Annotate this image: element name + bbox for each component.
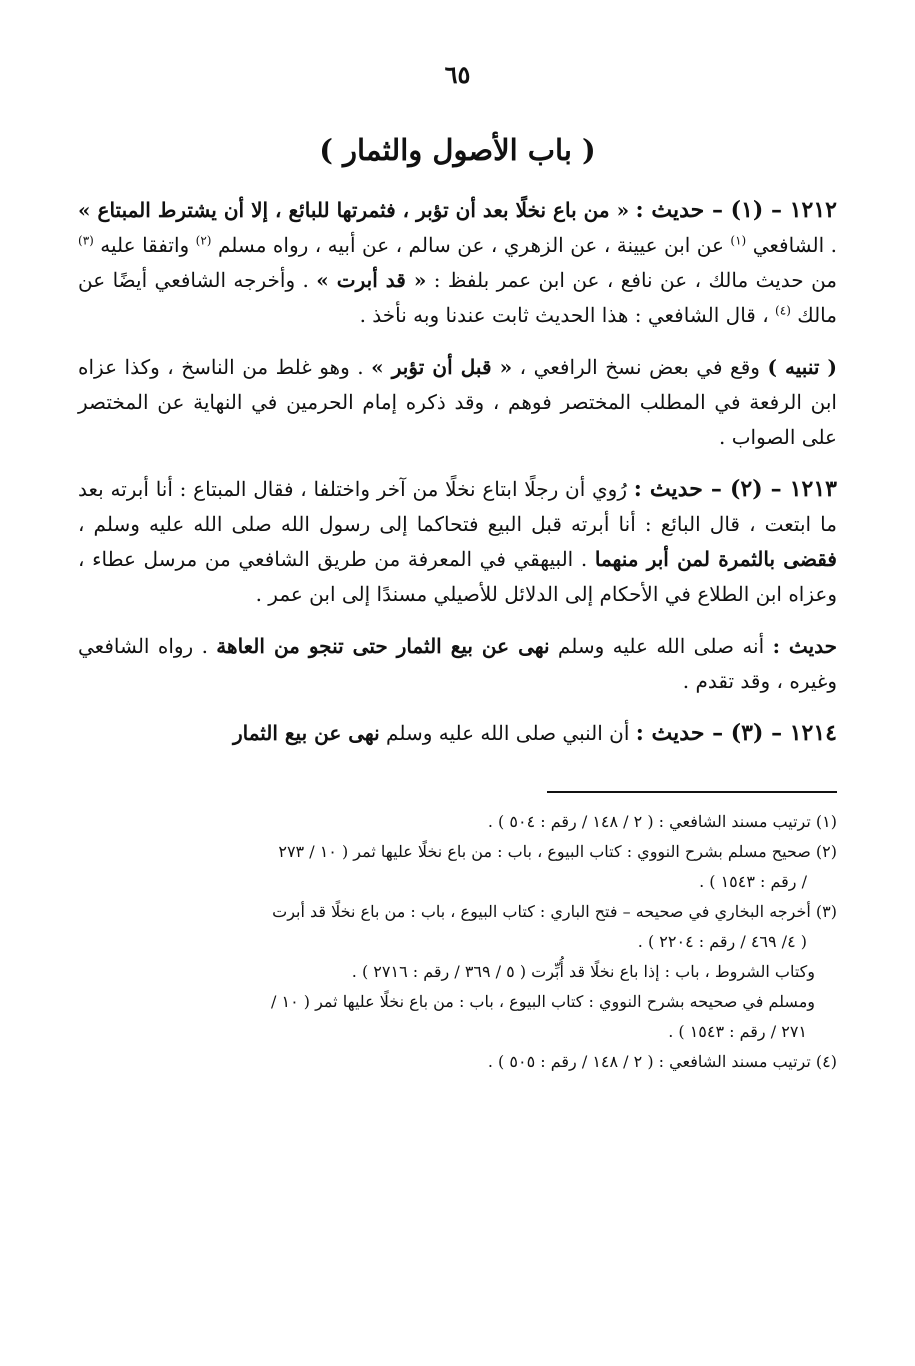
chapter-title: ( باب الأصول والثمار ): [319, 133, 596, 167]
hadith-number: ١٢١٤ – (٣) – حديث :: [635, 720, 837, 746]
text: أنه صلى الله عليه وسلم: [549, 634, 773, 658]
footnote-divider: [547, 791, 837, 793]
hadith-label: حديث :: [772, 634, 837, 658]
hadith-number: ١٢١٣ – (٢) – حديث :: [633, 476, 837, 502]
page-number: ٦٥: [444, 60, 471, 89]
text: . رواه الشافعي وغيره ، وقد تقدم .: [78, 634, 837, 693]
footnote-3-extra-1: وكتاب الشروط ، باب : إذا باع نخلًا قد أُبِّرت ( ٥ / ٣٦٩ / رقم : ٢٧١٦ ) .: [351, 962, 815, 981]
hadith-plain: [78, 629, 837, 699]
tanbih-paragraph: [78, 350, 837, 455]
tanbih-label: ( تنبيه ): [767, 355, 837, 379]
footnote-3-extra-2-continued: ٢٧١ / رقم : ١٥٤٣ ) .: [668, 1022, 807, 1041]
hadith-quote: « قد أبرت »: [316, 268, 427, 292]
text: رُوي أن رجلًا ابتاع نخلًا من آخر واختلفا ، فقال المبتاع : أنا أبرته بعد ما ابتعت ، قال البائع : أنا أبرته قبل البيع فتحاكما إلى رسول الله صلى الله عليه وسلم ،: [78, 477, 837, 536]
hadith-1213: [78, 472, 837, 612]
text: أن النبي صلى الله عليه وسلم: [379, 721, 636, 745]
text: واتفقا عليه: [100, 233, 196, 257]
footnote-2: (٢) صحيح مسلم بشرح النووي : كتاب البيوع ، باب : من باع نخلًا عليها ثمر ( ١٠ / ٢٧٣: [278, 842, 837, 861]
text: . وأخرجه الشافعي أيضًا عن مالك: [78, 268, 837, 327]
text: ، قال الشافعي : هذا الحديث ثابت عندنا وبه نأخذ .: [359, 303, 776, 327]
hadith-1214: [78, 716, 837, 751]
footnote-ref: (٣): [78, 233, 94, 248]
text: . وهو غلط من الناسخ ، وكذا عزاه ابن الرفعة في المطلب المختصر فوهم ، وقد ذكره إمام الحرمين في النهاية عن المختصر على الصواب .: [78, 355, 837, 449]
text: من حديث مالك ، عن نافع ، عن ابن عمر بلفظ :: [426, 268, 838, 292]
hadith-bold: نهى عن بيع الثمار: [232, 721, 380, 745]
footnote-ref: (١): [730, 233, 747, 248]
hadith-number: ١٢١٢ – (١) – حديث :: [635, 197, 837, 223]
text: . الشافعي: [752, 233, 837, 257]
footnote-3: (٣) أخرجه البخاري في صحيحه – فتح الباري : كتاب البيوع ، باب : من باع نخلًا قد أبرت: [272, 902, 837, 921]
hadith-1212: [78, 193, 837, 333]
text: عن ابن عيينة ، عن الزهري ، عن سالم ، عن أبيه ، رواه مسلم: [217, 233, 731, 257]
tanbih-quote: « قبل أن تؤبر »: [371, 355, 513, 379]
footnotes: [78, 807, 837, 1077]
footnote-2-continued: / رقم : ١٥٤٣ ) .: [699, 872, 807, 891]
hadith-bold: فقضى بالثمرة لمن أبر منهما: [594, 547, 837, 571]
hadith-quote: « من باع نخلًا بعد أن تؤبر ، فثمرتها للبائع ، إلا أن يشترط المبتاع »: [78, 198, 630, 222]
hadith-bold: نهى عن بيع الثمار حتى تنجو من العاهة: [216, 634, 550, 658]
text: وقع في بعض نسخ الرافعي ،: [512, 355, 768, 379]
page: [78, 60, 837, 1077]
text: . البيهقي في المعرفة من طريق الشافعي من مرسل عطاء ، وعزاه ابن الطلاع في الأحكام إلى الدلائل للأصيلي مسندًا إلى ابن عمر .: [78, 547, 837, 606]
footnote-1: (١) ترتيب مسند الشافعي : ( ٢ / ١٤٨ / رقم : ٥٠٤ ) .: [487, 812, 837, 831]
footnote-4: (٤) ترتيب مسند الشافعي : ( ٢ / ١٤٨ / رقم : ٥٠٥ ) .: [487, 1052, 837, 1071]
footnote-ref: (٤): [775, 303, 791, 318]
footnote-ref: (٢): [195, 233, 212, 248]
footnote-3-continued: ( ٤/ ٤٦٩ / رقم : ٢٢٠٤ ) .: [637, 932, 807, 951]
footnote-3-extra-2: ومسلم في صحيحه بشرح النووي : كتاب البيوع ، باب : من باع نخلًا عليها ثمر ( ١٠ /: [271, 992, 815, 1011]
